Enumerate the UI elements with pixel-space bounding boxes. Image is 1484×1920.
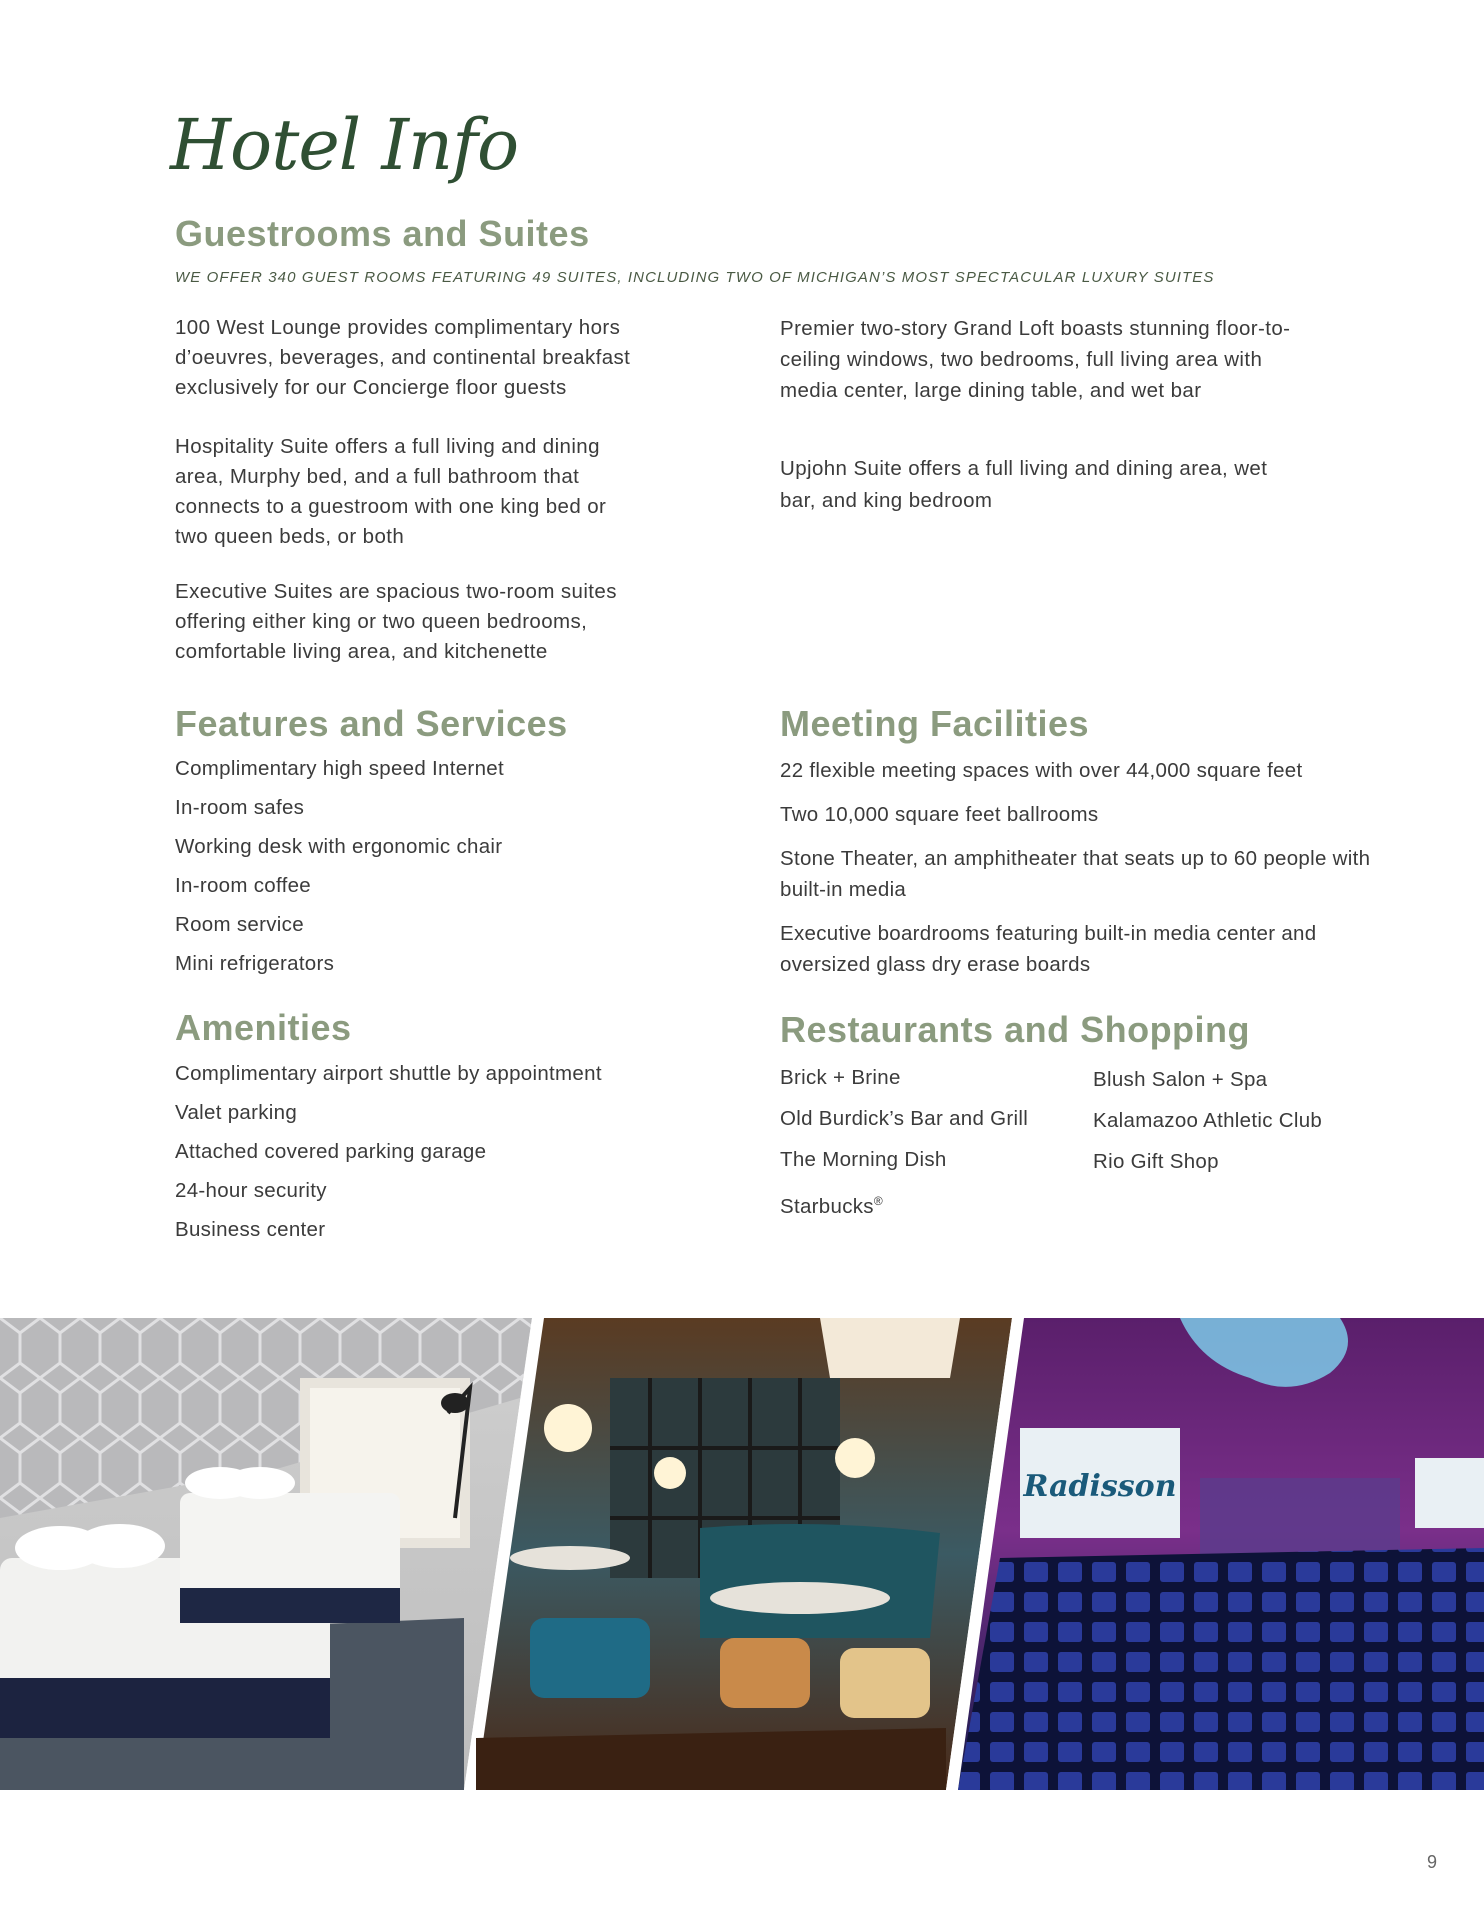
page-number: 9: [1426, 1852, 1437, 1872]
list-item: In-room safes: [175, 796, 305, 819]
list-item: [780, 1186, 1080, 1222]
guestrooms-tagline: WE OFFER 340 GUEST ROOMS FEATURING 49 SUITES, INCLUDING TWO OF MICHIGAN’S MOST SPECTACULAR LUXURY SUITES: [175, 269, 1215, 286]
restaurants-list: [780, 1063, 1080, 1233]
starbucks-label: Starbucks: [780, 1194, 874, 1218]
amenities-list: [175, 1060, 695, 1255]
features-heading: Features and Services: [175, 703, 568, 744]
features-list: [175, 755, 695, 989]
radisson-logo: Radisson: [1023, 1469, 1177, 1504]
meeting-heading: Meeting Facilities: [780, 703, 1090, 744]
list-item: 24-hour security: [175, 1179, 327, 1202]
amenities-heading: Amenities: [175, 1007, 352, 1048]
ballroom-photo: [958, 1318, 1484, 1790]
list-item: Complimentary airport shuttle by appointment: [175, 1062, 602, 1085]
list-item: Valet parking: [175, 1101, 298, 1124]
registered-mark: ®: [873, 1194, 884, 1208]
list-item: 22 flexible meeting spaces with over 44,000 square feet: [780, 759, 1303, 782]
list-item: Stone Theater, an amphitheater that seats up to 60 people with built-in media: [780, 847, 1371, 901]
lounge-paragraph: 100 West Lounge provides complimentary hors d’oeuvres, beverages, and continental breakfast exclusively for our Concierge floor guests: [175, 316, 631, 399]
list-item: Brick + Brine: [780, 1066, 901, 1089]
shopping-list: [1093, 1065, 1393, 1188]
list-item: Room service: [175, 913, 304, 936]
restaurants-heading: Restaurants and Shopping: [780, 1009, 1251, 1050]
list-item: Old Burdick’s Bar and Grill: [780, 1107, 1029, 1130]
list-item: Blush Salon + Spa: [1093, 1068, 1268, 1091]
list-item: Kalamazoo Athletic Club: [1093, 1109, 1323, 1132]
list-item: Attached covered parking garage: [175, 1140, 487, 1163]
upjohn-suite-paragraph: Upjohn Suite offers a full living and dining area, wet bar, and king bedroom: [780, 457, 1268, 512]
list-item: Two 10,000 square feet ballrooms: [780, 803, 1099, 826]
photo-strip: [0, 1318, 1484, 1790]
hospitality-suite-paragraph: Hospitality Suite offers a full living and dining area, Murphy bed, and a full bathroom that connects to a guestroom with one king bed or two queen beds, or both: [175, 435, 607, 548]
list-item: Business center: [175, 1218, 326, 1241]
page-title: Hotel Info: [170, 104, 519, 186]
list-item: In-room coffee: [175, 874, 311, 897]
guestrooms-heading: Guestrooms and Suites: [175, 213, 590, 254]
list-item: Mini refrigerators: [175, 952, 335, 975]
list-item: Executive boardrooms featuring built-in media center and oversized glass dry erase boards: [780, 922, 1317, 976]
grand-loft-paragraph: Premier two-story Grand Loft boasts stunning floor-to-ceiling windows, two bedrooms, full living area with media center, large dining table, and wet bar: [780, 317, 1291, 402]
list-item: Rio Gift Shop: [1093, 1150, 1219, 1173]
meeting-list: [780, 755, 1380, 993]
list-item: Working desk with ergonomic chair: [175, 835, 503, 858]
restaurant-photo: [476, 1318, 1012, 1790]
list-item: Complimentary high speed Internet: [175, 757, 504, 780]
executive-suites-paragraph: Executive Suites are spacious two-room suites offering either king or two queen bedrooms, comfortable living area, and kitchenette: [175, 580, 617, 663]
list-item: The Morning Dish: [780, 1148, 947, 1171]
guestroom-photo: [0, 1318, 532, 1790]
